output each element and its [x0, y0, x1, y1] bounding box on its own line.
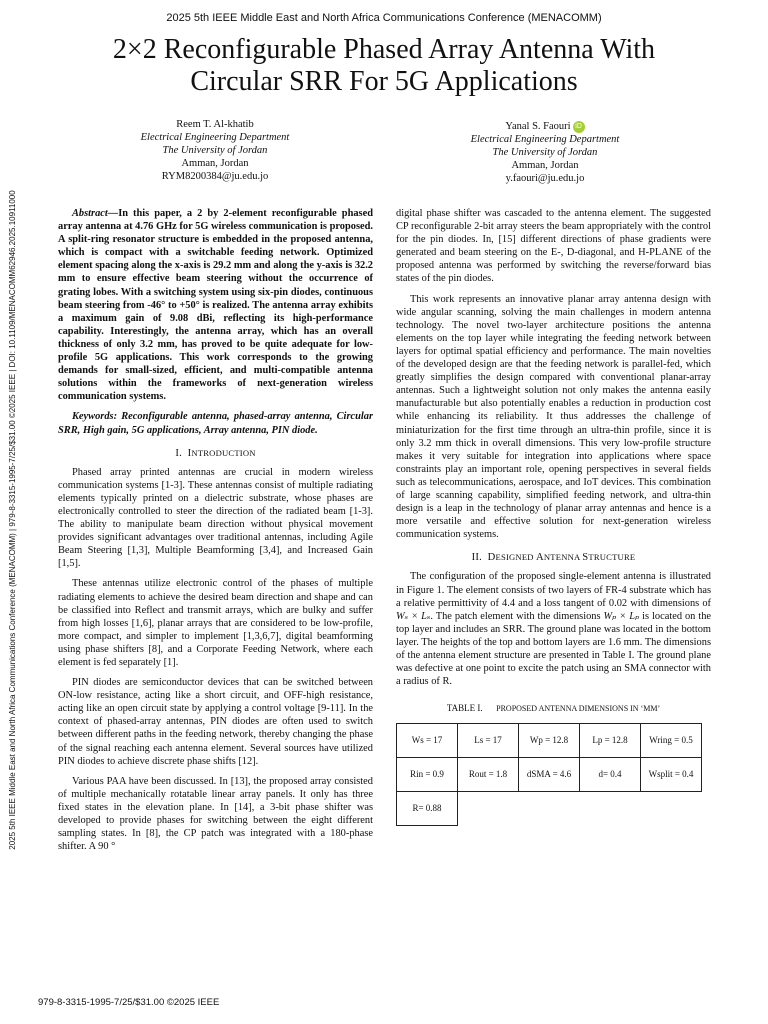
- author-block-1: [90, 118, 340, 183]
- table-cell: R= 0.88: [397, 792, 458, 826]
- right-column: [396, 207, 711, 826]
- paragraph: This work represents an innovative planar array antenna design with wide angular scanning, solving the main challenges in modern antenna technology. The novel two-layer architecture positions the antenna elements on the top layer while integrating the feeding network between layers for optimal spatial efficiency and performance. The main novelties of the developed design are that the feeding network is parallel-fed, which greatly simplifies the design compared with conventional planar-array antennas. Such a lightweight solution not only makes the antenna easily manufacturable but also potentially enables a reduction in production cost while enhancing its reliability. It thus addresses the challenge of miniaturization for the first time through an ultra-thin profile, since it is only 3.2 mm thick in overall dimensions. This very low-profile structure makes it very suitable for integration into applications where space constraints play an important role, opening perspectives in several fields such as telecommunications, aerospace, and IoT devices. This combination of large scanning capability, simplified feeding network, and ultra-thin design is a leap in the technology of planar array antennas and hence is a more versatile and effective solution for next-generation wireless communication systems.: [396, 293, 711, 541]
- paragraph: Various PAA have been discussed. In [13], the proposed array consisted of multiple mechanically rotatable linear array panels. It only has three fixed states in the elevation plane. In [14], a 3-bit phase shifter was developed to provide phases for switching between the eight different sampling states. In [8], the CP patch was integrated with a 180-phase shifter. A 90 °: [58, 775, 373, 853]
- table-row: [397, 758, 702, 792]
- table-row: [397, 792, 702, 826]
- paragraph: These antennas utilize electronic control of the phases of multiple radiating elements to achieve the desired beam direction and shape and can be classified into Reflect and transmit arrays, which are bulky and suffer from high losses [1,6], planar arrays that are considered to be low-profile, more compact, and simpler to implement [1,3,6,7], digital beamforming using phase shifters [8], and a Corporate Feeding Network, where each element is fed separately [1].: [58, 578, 373, 668]
- table-cell: Wp = 12.8: [519, 724, 580, 758]
- abstract: Abstract—In this paper, a 2 by 2-element reconfigurable phased array antenna at 4.76 GHz for 5G wireless communication is proposed. A split-ring resonator structure is embedded in the proposed antenna, which is compact with a switchable feeding network. Optimized element spacing along the x-axis is 29.2 mm and along the y-axis is 32.2 mm to ensure effective beam steering without the occurrence of grating lobes. With a switching system using six-pin diodes, continuous beam steering from -46° to +50° is realized. The antenna array exhibits a maximum gain of 9.08 dBi, reflecting its high-performance capability. Interestingly, the antenna array, which has an overall thickness of only 3.2 mm, has proved to be quite adequate for low-profile 5G applications. This work corresponds to the growing demands for small-sized, efficient, and multi-compatible antenna solutions within the frameworks of next-generation wireless communication systems.: [58, 208, 373, 403]
- left-column: [58, 207, 373, 860]
- table-cell: Lp = 12.8: [580, 724, 641, 758]
- side-doi-strip: 2025 5th IEEE Middle East and North Africa Communications Conference (MENACOMM) | 979-8-3315-1995-7/25/$31.00 ©2025 IEEE | DOI: 10.1109/MENACOMM62946.2025.10911000: [8, 190, 17, 850]
- footer-copyright: 979-8-3315-1995-7/25/$31.00 ©2025 IEEE: [38, 997, 220, 1008]
- author-city: Amman, Jordan: [181, 158, 249, 169]
- author-email[interactable]: RYM8200384@ju.edu.jo: [161, 171, 269, 182]
- author-name: Reem T. Al-khatib: [176, 119, 254, 130]
- table-cell: Wring = 0.5: [641, 724, 702, 758]
- paragraph: Phased array printed antennas are crucial in modern wireless communication systems [1-3]. These antennas consist of multiple radiating elements typically printed on a dielectric substrate, whose phases are electronically controlled to steer the direction of the radiated beam [1-3]. The ability to manipulate beam direction without physical movement provides significant advantages over traditional antennas, including Agile Beam Steering [1,3], Multiple Beamforming [3,4], and Increased Gain [1,5].: [58, 466, 373, 570]
- table-cell: Ls = 17: [458, 724, 519, 758]
- author-univ: The University of Jordan: [492, 147, 598, 158]
- equation: Wₛ × Lₛ: [396, 610, 431, 622]
- table-cell: d= 0.4: [580, 758, 641, 792]
- author-city: Amman, Jordan: [511, 160, 579, 171]
- equation: Wₚ × Lₚ: [603, 610, 640, 622]
- author-email[interactable]: y.faouri@ju.edu.jo: [505, 173, 585, 184]
- paragraph: The configuration of the proposed single-element antenna is illustrated in Figure 1. The element consists of two layers of FR-4 substrate which has a relative permittivity of 4.4 and a loss tangent of 0.02 with dimensions of Wₛ × Lₛ. The patch element with the dimensions Wₚ × Lₚ is located on the top layer and includes an SRR. The ground plane was located in the bottom layer. The heights of the top and bottom layers are 1.6 mm. The dimensions of the antenna element structure are presented in Table I. The ground plane was defective at one point to excite the patch using an SMA connector with a radius of R.: [396, 571, 712, 688]
- title-line-2: Circular SRR For 5G Applications: [190, 66, 578, 97]
- table-cell: Ws = 17: [397, 724, 458, 758]
- author-dept: Electrical Engineering Department: [470, 134, 620, 145]
- paragraph: PIN diodes are semiconductor devices that can be switched between ON-low resistance, acting like a short circuit, and OFF-high resistance, acting like an open circuit state by applying a control voltage [9-11]. In the context of phased-array antennas, PIN diodes are often used to switch between different paths in the feeding network, thereby changing the phase of the signal reaching each antenna element. Several sources have utilized PIN diodes to achieve discrete phase shifts [12].: [58, 677, 373, 767]
- table-row: [397, 724, 702, 758]
- table-caption: TABLE I. PROPOSED ANTENNA DIMENSIONS IN ‘MM’: [446, 703, 661, 714]
- paragraph: digital phase shifter was cascaded to the antenna element. The suggested CP reconfigurable 2-bit array steers the beam appropriately with the control for the pin diodes. In, [15] different directions of phase gradients were generated and beam steering on the E-, D-diagonal, and H-PLANE of the proposed antenna was performed by switching the reverse/forward bias states of the pin diodes.: [396, 208, 711, 285]
- orcid-icon[interactable]: iD: [573, 121, 585, 133]
- author-block-2: [420, 120, 670, 185]
- dimensions-table: [396, 723, 702, 826]
- table-cell: Wsplit = 0.4: [641, 758, 702, 792]
- author-name: Yanal S. Faouri: [505, 121, 571, 132]
- paper-title: [40, 34, 728, 98]
- section-heading-designed-antenna-structure: II. DESIGNED ANTENNA STRUCTURE: [471, 552, 636, 564]
- author-univ: The University of Jordan: [162, 145, 268, 156]
- table-cell: dSMA = 4.6: [519, 758, 580, 792]
- conference-header: 2025 5th IEEE Middle East and North Africa Communications Conference (MENACOMM): [166, 12, 602, 24]
- table-cell: Rout = 1.8: [458, 758, 519, 792]
- title-line-1: 2×2 Reconfigurable Phased Array Antenna With: [112, 34, 656, 65]
- keywords: Keywords: Reconfigurable antenna, phased-array antenna, Circular SRR, High gain, 5G applications, Array antenna, PIN diode.: [58, 411, 374, 436]
- author-dept: Electrical Engineering Department: [140, 132, 290, 143]
- section-heading-introduction: I. INTRODUCTION: [175, 447, 256, 459]
- table-cell: Rin = 0.9: [397, 758, 458, 792]
